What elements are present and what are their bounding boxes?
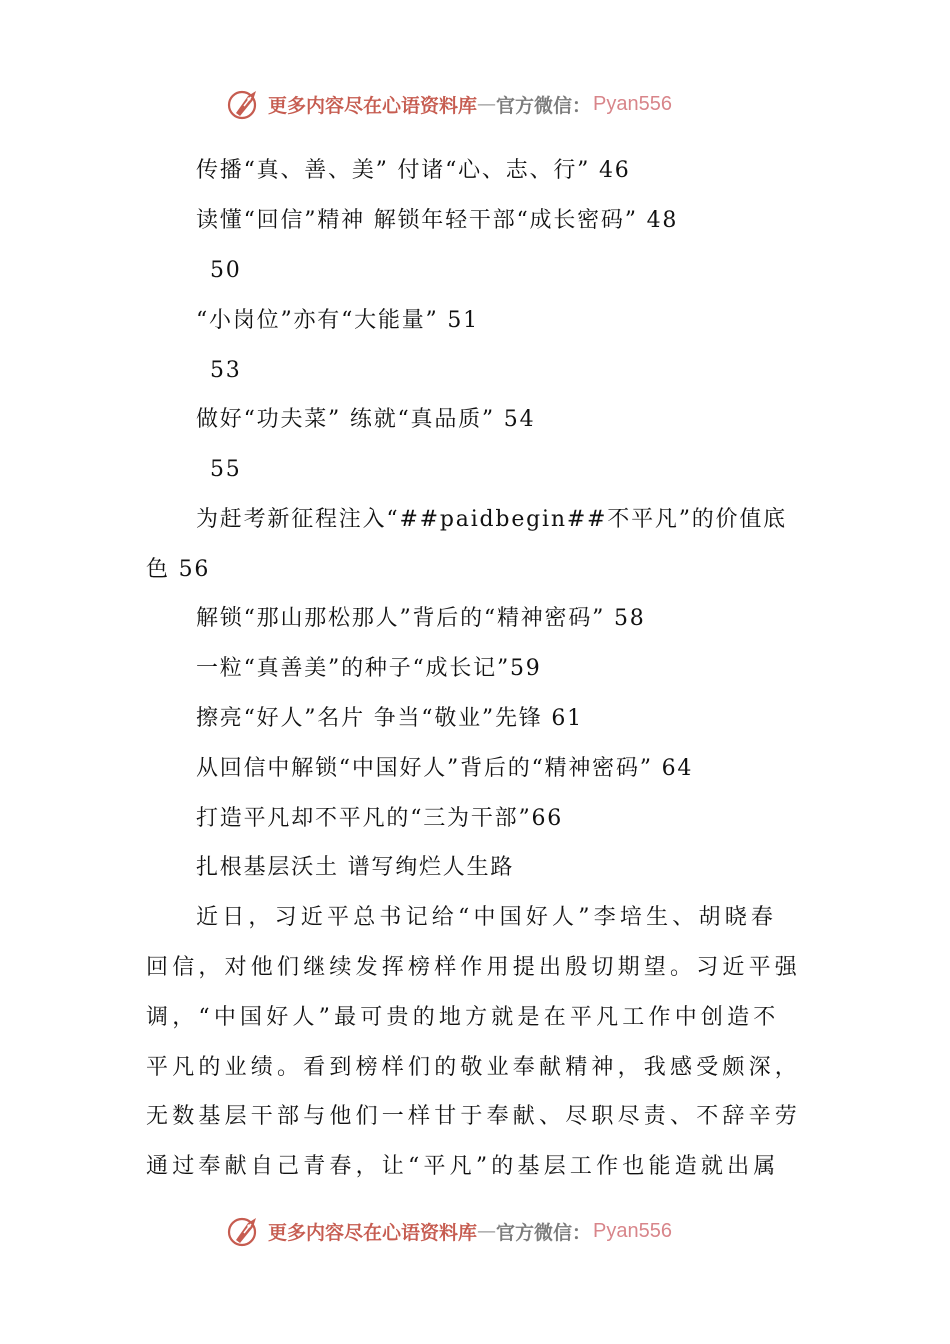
- toc-entry: 从回信中解锁“中国好人”背后的“精神密码” 64: [196, 756, 694, 781]
- toc-entry: 色 56: [146, 557, 211, 582]
- banner-wechat-label: 官方微信：: [496, 1221, 592, 1244]
- article-title: 扎根基层沃土 谱写绚烂人生路: [196, 855, 515, 880]
- banner-text: 更多内容尽在心语资料库: [268, 94, 478, 117]
- article-line: 无数基层干部与他们一样甘于奉献、尽职尽责、不辞辛劳: [146, 1104, 802, 1129]
- pen-nib-logo-icon: [226, 1213, 262, 1249]
- toc-entry: 53: [210, 358, 242, 383]
- toc-entry: 为赶考新征程注入“##paidbegin##不平凡”的价值底: [196, 507, 787, 532]
- toc-entry: 一粒“真善美”的种子“成长记”59: [196, 656, 542, 681]
- toc-entry: 做好“功夫菜” 练就“真品质” 54: [196, 407, 536, 432]
- toc-entry: 解锁“那山那松那人”背后的“精神密码” 58: [196, 606, 646, 631]
- article-line: 回信，对他们继续发挥榜样作用提出殷切期望。习近平强: [146, 955, 802, 980]
- article-line: 通过奉献自己青春，让“平凡”的基层工作也能造就出属: [146, 1154, 780, 1179]
- toc-entry: “小岗位”亦有“大能量” 51: [196, 308, 479, 333]
- banner-wechat-label: 官方微信：: [496, 94, 592, 117]
- toc-entry: 打造平凡却不平凡的“三为干部”66: [196, 806, 564, 831]
- banner-wechat-id: Pyan556: [593, 92, 672, 115]
- toc-entry: 传播“真、善、美” 付诸“心、志、行” 46: [196, 158, 631, 183]
- article-line: 近日，习近平总书记给“中国好人”李培生、胡晓春: [196, 905, 778, 930]
- banner-text: 更多内容尽在心语资料库: [268, 1221, 478, 1244]
- footer-banner: [226, 1211, 672, 1251]
- banner-wechat-id: Pyan556: [593, 1219, 672, 1242]
- banner-separator: —: [477, 93, 497, 115]
- toc-entry: 擦亮“好人”名片 争当“敬业”先锋 61: [196, 706, 583, 731]
- toc-entry: 50: [210, 258, 242, 283]
- article-line: 调，“中国好人”最可贵的地方就是在平凡工作中创造不: [146, 1005, 780, 1030]
- article-line: 平凡的业绩。看到榜样们的敬业奉献精神，我感受颇深，: [146, 1055, 802, 1080]
- toc-entry: 55: [210, 457, 242, 482]
- toc-entry: 读懂“回信”精神 解锁年轻干部“成长密码” 48: [196, 208, 679, 233]
- banner-separator: —: [477, 1220, 497, 1242]
